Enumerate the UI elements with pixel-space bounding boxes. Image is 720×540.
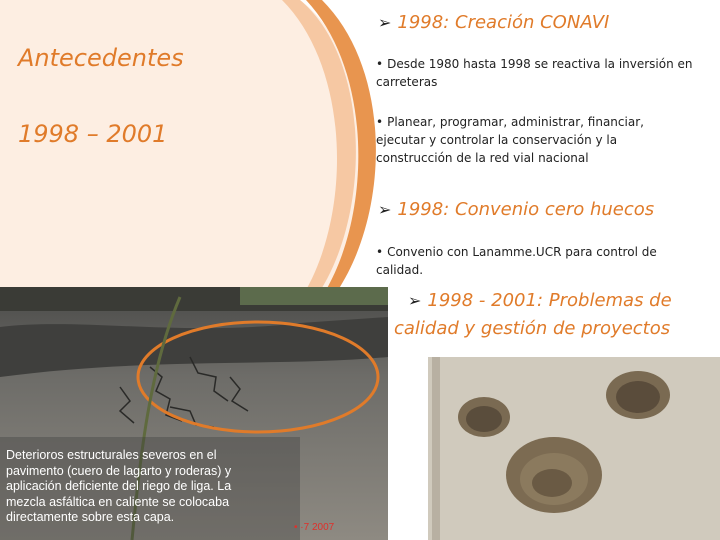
potholes-photo [428, 357, 720, 540]
bullet-arrow-icon: ➢ [378, 200, 392, 219]
photo-caption: Deterioros estructurales severos en el pavimento (cuero de lagarto y roderas) y aplicación deficiente del riego de liga. La mezcla asfáltica en caliente se colocaba directamente sobre esta capa. [6, 448, 232, 524]
section-heading-problemas: ➢ 1998 - 2001: Problemas de [408, 290, 672, 311]
photo-date-stamp: • ·7 2007 [294, 522, 335, 533]
bullet-arrow-icon: ➢ [408, 291, 422, 310]
section-heading-convenio: ➢ 1998: Convenio cero huecos [378, 199, 655, 220]
slide-period: 1998 – 2001 [18, 120, 168, 148]
bullet-item: • Desde 1980 hasta 1998 se reactiva la inversión en carreteras [376, 57, 693, 89]
bullet-item: • Planear, programar, administrar, financiar, ejecutar y controlar la conservación y la construcción de la red vial nacional [376, 115, 644, 165]
bullet-arrow-icon: ➢ [378, 13, 392, 32]
section-heading-conavi: ➢ 1998: Creación CONAVI [378, 12, 610, 33]
section-heading-problemas-line2: calidad y gestión de proyectos [394, 318, 671, 339]
slide-title: Antecedentes [18, 44, 184, 72]
bullet-item: • Convenio con Lanamme.UCR para control de calidad. [376, 245, 657, 277]
